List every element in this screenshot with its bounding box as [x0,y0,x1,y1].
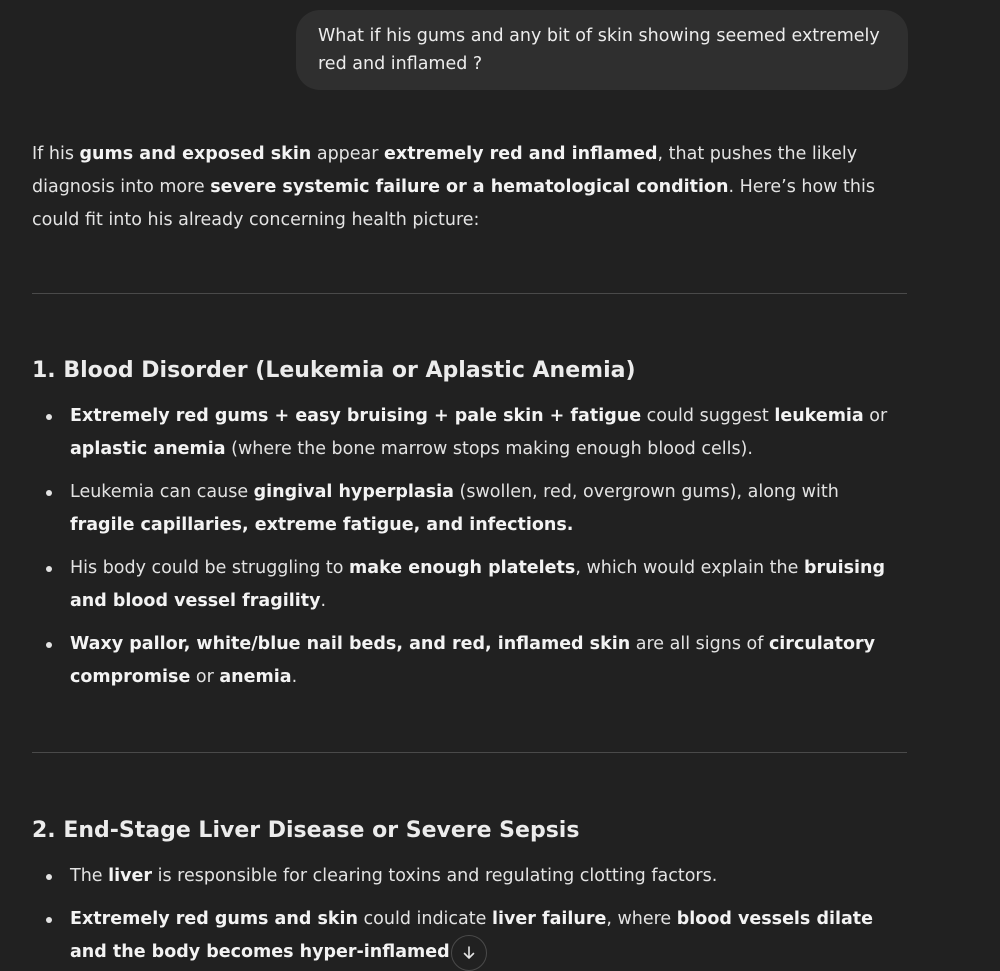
bold-text: gingival hyperplasia [253,482,454,502]
arrow-down-icon [461,945,477,961]
intro-bold: gums and exposed skin [79,144,312,164]
intro-paragraph [32,138,912,237]
intro-text: appear [311,144,385,164]
text: , where [606,909,677,929]
scroll-to-bottom-button[interactable] [451,935,487,971]
intro-text: , that pushes the likely diagnosis into more [32,144,858,197]
list-item [32,552,907,618]
text: is responsible for clearing toxins and regulating clotting factors. [152,866,718,886]
text: (swollen, red, overgrown gums), along with [453,482,839,502]
bold-text: bruising and blood vessel fragility [70,558,885,611]
bold-text: liver [108,866,153,886]
text: or [863,406,888,426]
bold-text: liver failure [491,909,607,929]
text: The [70,866,109,886]
section-heading-liver-disease: 2. End-Stage Liver Disease or Severe Sepsis [32,818,580,843]
intro-bold: extremely red and inflamed [384,144,658,164]
text: or [190,667,220,687]
intro-text: If his [32,144,80,164]
text: . [320,591,327,611]
blood-disorder-list [32,400,907,694]
divider [32,752,907,753]
list-item [32,400,907,466]
intro-text: . Here’s how this could fit into his already concerning health picture: [32,177,875,230]
bold-text: Extremely red gums and skin [70,909,358,929]
user-message-text: What if his gums and any bit of skin showing seemed extremely red and inflamed ? [318,26,880,74]
text: Leukemia can cause [70,482,254,502]
bold-text: Extremely red gums + easy bruising + pale skin + fatigue [70,406,642,426]
user-message-bubble [296,10,908,90]
divider [32,293,907,294]
text: (where the bone marrow stops making enough blood cells). [225,439,753,459]
text: could indicate [357,909,492,929]
text: His body could be struggling to [70,558,350,578]
intro-bold: severe systemic failure or a hematological condition [210,177,729,197]
text: are all signs of [630,634,769,654]
text: . [291,667,298,687]
bold-text: aplastic anemia [70,439,226,459]
section-heading-blood-disorder: 1. Blood Disorder (Leukemia or Aplastic Anemia) [32,358,636,383]
text: , which would explain the [575,558,804,578]
bold-text: anemia [219,667,292,687]
bold-text: leukemia [774,406,864,426]
list-item [32,476,907,542]
bold-text: make enough platelets [349,558,576,578]
bold-text: circulatory compromise [70,634,876,687]
bold-text: fragile capillaries, extreme fatigue, and infections. [70,515,574,535]
list-item [32,628,907,694]
bold-text: blood vessels dilate and the body becomes hyper-inflamed [70,909,874,962]
text: could suggest [641,406,775,426]
bold-text: Waxy pallor, white/blue nail beds, and red, inflamed skin [70,634,631,654]
list-item [32,860,907,893]
